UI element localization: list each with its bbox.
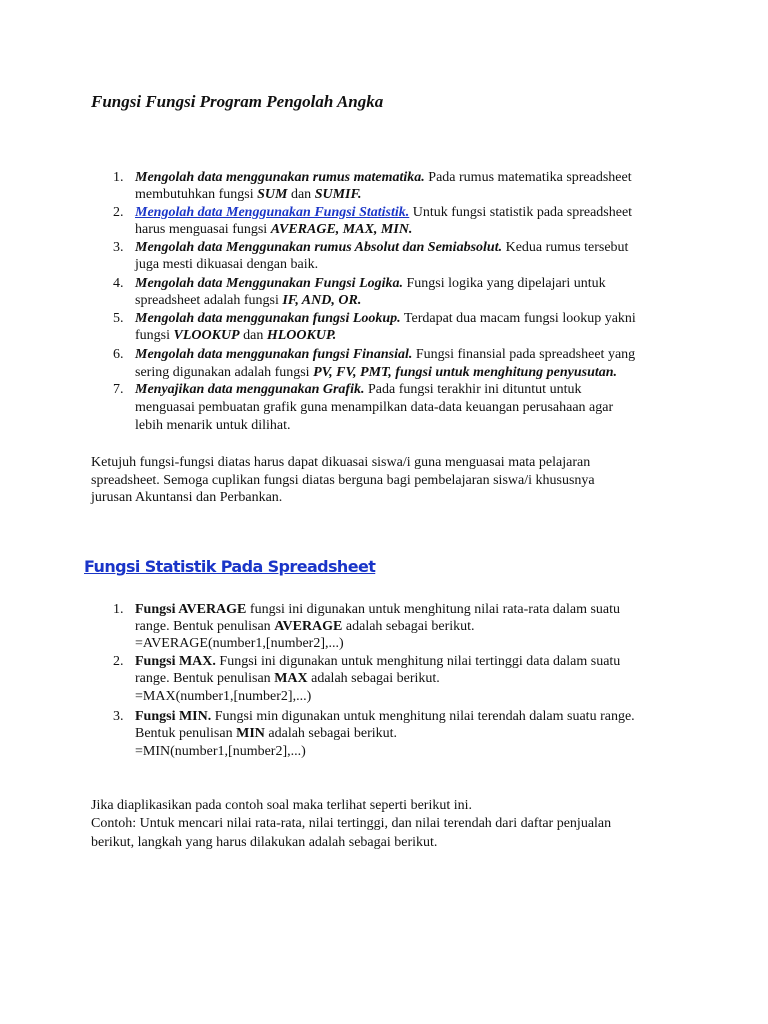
- item-text: spreadsheet adalah fungsi: [135, 293, 283, 308]
- list-item-cont: [135, 725, 397, 742]
- item-text: Pada fungsi terakhir ini dituntut untuk: [364, 382, 582, 397]
- list-number: 3.: [113, 709, 124, 724]
- item-text: fungsi ini digunakan untuk menghitung nilai rata-rata dalam suatu: [246, 602, 621, 617]
- formula: =AVERAGE(number1,[number2],...): [135, 636, 344, 651]
- item-lead: Mengolah data Menggunakan Fungsi Logika.: [135, 276, 404, 291]
- formula: =MAX(number1,[number2],...): [135, 689, 312, 704]
- section-heading-link[interactable]: Fungsi Statistik Pada Spreadsheet: [84, 557, 376, 576]
- list-item: [135, 169, 632, 186]
- list-number: 2.: [113, 205, 124, 220]
- list-number: 6.: [113, 347, 124, 362]
- list-number: 1.: [113, 602, 124, 617]
- list-item-cont: [135, 618, 475, 635]
- list-number: 3.: [113, 240, 124, 255]
- item-em: AVERAGE, MAX, MIN.: [270, 222, 413, 237]
- item-text: Bentuk penulisan: [135, 726, 237, 741]
- list-item: [135, 275, 606, 292]
- item-em: AVERAGE: [274, 619, 343, 634]
- item-lead: Fungsi MIN.: [135, 709, 212, 724]
- item-em: SUM: [257, 187, 288, 202]
- statistik-link[interactable]: Mengolah data Menggunakan Fungsi Statistik.: [135, 205, 410, 220]
- item-em: VLOOKUP: [173, 328, 240, 343]
- list-item-cont: [135, 186, 362, 203]
- item-lead: Fungsi AVERAGE: [135, 602, 247, 617]
- item-text: lebih menarik untuk dilihat.: [135, 418, 291, 433]
- list-item: [135, 310, 636, 327]
- item-text: Fungsi ini digunakan untuk menghitung nilai tertinggi data dalam suatu: [215, 654, 621, 669]
- item-lead: Menyajikan data menggunakan Grafik.: [135, 382, 365, 397]
- list-item: [135, 381, 581, 398]
- item-text: menguasai pembuatan grafik guna menampilkan data-data keuangan perusahaan agar: [135, 400, 614, 415]
- paragraph-line: jurusan Akuntansi dan Perbankan.: [91, 490, 283, 505]
- item-text: range. Bentuk penulisan: [135, 619, 275, 634]
- list-item-cont: [135, 670, 440, 687]
- item-text: Fungsi finansial pada spreadsheet yang: [412, 347, 636, 362]
- item-text: sering digunakan adalah fungsi: [135, 365, 314, 380]
- item-text: harus menguasai fungsi: [135, 222, 271, 237]
- paragraph-line: Contoh: Untuk mencari nilai rata-rata, nilai tertinggi, dan nilai terendah dari daftar penjualan: [91, 816, 612, 831]
- list-item: [135, 708, 635, 725]
- list-number: 5.: [113, 311, 124, 326]
- list-item-cont: [135, 399, 613, 416]
- item-text: range. Bentuk penulisan: [135, 671, 275, 686]
- formula: =MIN(number1,[number2],...): [135, 744, 306, 759]
- item-lead: Mengolah data menggunakan rumus matematika.: [135, 170, 425, 185]
- list-item: [135, 653, 620, 670]
- item-text: fungsi: [135, 328, 174, 343]
- item-em: PV, FV, PMT, fungsi untuk menghitung penyusutan.: [313, 365, 618, 380]
- paragraph-line: Ketujuh fungsi-fungsi diatas harus dapat dikuasai siswa/i guna menguasai mata pelajaran: [91, 455, 591, 470]
- paragraph-line: spreadsheet. Semoga cuplikan fungsi diatas berguna bagi pembelajaran siswa/i khususnya: [91, 473, 595, 488]
- item-text: juga mesti dikuasai dengan baik.: [135, 257, 319, 272]
- item-lead: Mengolah data menggunakan fungsi Lookup.: [135, 311, 401, 326]
- list-item: [135, 346, 635, 363]
- item-lead: Mengolah data Menggunakan rumus Absolut dan Semiabsolut.: [135, 240, 503, 255]
- item-em: MIN: [236, 726, 265, 741]
- item-text: dan: [287, 187, 315, 202]
- list-item: [135, 601, 620, 618]
- list-number: 7.: [113, 382, 124, 397]
- list-item: [135, 204, 632, 221]
- list-item: [135, 239, 628, 256]
- list-number: 1.: [113, 170, 124, 185]
- item-text: dan: [239, 328, 267, 343]
- item-text: Kedua rumus tersebut: [502, 240, 629, 255]
- item-em: SUMIF.: [314, 187, 362, 202]
- list-number: 4.: [113, 276, 124, 291]
- item-text: adalah sebagai berikut.: [307, 671, 440, 686]
- item-text: Terdapat dua macam fungsi lookup yakni: [400, 311, 636, 326]
- item-text: adalah sebagai berikut.: [342, 619, 475, 634]
- document-title: Fungsi Fungsi Program Pengolah Angka: [91, 92, 384, 111]
- item-text: Fungsi min digunakan untuk menghitung nilai terendah dalam suatu range.: [211, 709, 635, 724]
- paragraph-line: berikut, langkah yang harus dilakukan adalah sebagai berikut.: [91, 835, 438, 850]
- list-item-cont: [135, 221, 412, 238]
- item-lead: Mengolah data menggunakan fungsi Finansial.: [135, 347, 413, 362]
- list-item-cont: [135, 364, 617, 381]
- item-text: membutuhkan fungsi: [135, 187, 258, 202]
- paragraph-line: Jika diaplikasikan pada contoh soal maka terlihat seperti berikut ini.: [91, 798, 473, 813]
- item-text: adalah sebagai berikut.: [264, 726, 398, 741]
- item-lead: Fungsi MAX.: [135, 654, 216, 669]
- item-em: HLOOKUP.: [266, 328, 337, 343]
- list-number: 2.: [113, 654, 124, 669]
- item-text: Fungsi logika yang dipelajari untuk: [403, 276, 606, 291]
- list-item-cont: [135, 327, 336, 344]
- list-item-cont: [135, 417, 291, 434]
- list-item-cont: [135, 256, 318, 273]
- item-text: Untuk fungsi statistik pada spreadsheet: [409, 205, 633, 220]
- item-em: MAX: [274, 671, 308, 686]
- list-item-cont: [135, 292, 361, 309]
- item-em: IF, AND, OR.: [282, 293, 362, 308]
- item-text: Pada rumus matematika spreadsheet: [424, 170, 632, 185]
